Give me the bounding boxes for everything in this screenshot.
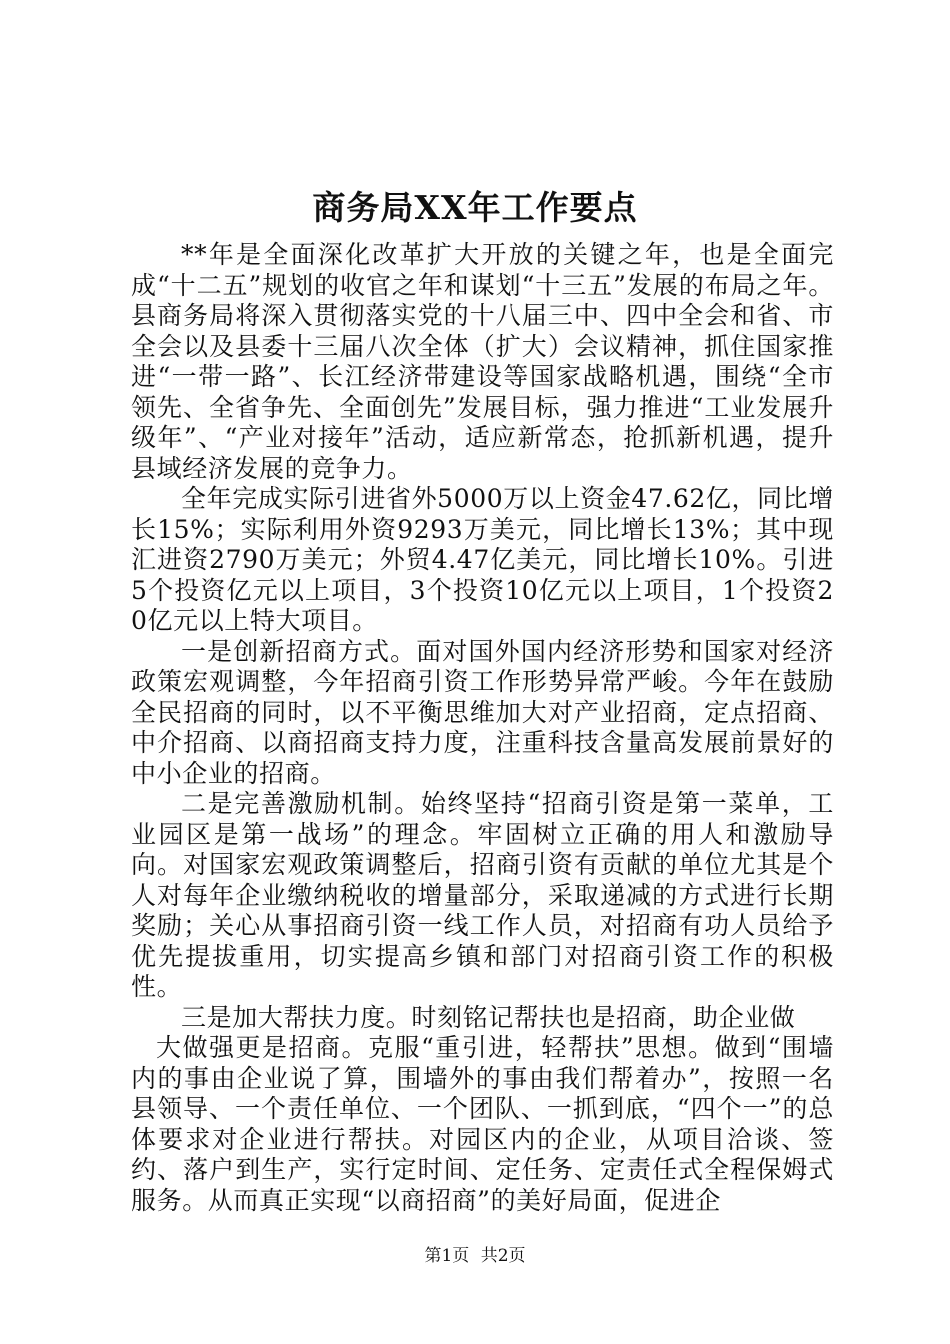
paragraph-point-three-continued: 大做强更是招商。克服“重引进，轻帮扶”思想。做到“围墙内的事由企业说了算，围墙外的事由我们帮着办”，按照一名县领导、一个责任单位、一个团队、一抓到底，“四个一”的总体要求对企业进行帮扶。对园区内的企业，从项目洽谈、签约、落户到生产，实行定时间、定任务、定责任式全程保姆式服务。从而真正实现“以商招商”的美好局面，促进企 bbox=[131, 1033, 834, 1215]
page-footer bbox=[0, 1244, 950, 1268]
document-body bbox=[131, 240, 834, 1216]
paragraph-point-one: 一是创新招商方式。面对国外国内经济形势和国家对经济政策宏观调整，今年招商引资工作形势异常严峻。今年在鼓励全民招商的同时，以不平衡思维加大对产业招商，定点招商、中介招商、以商招商支持力度，注重科技含量高发展前景好的中小企业的招商。 bbox=[131, 636, 834, 788]
page-number: 第1页 bbox=[424, 1246, 470, 1266]
paragraph-targets: 全年完成实际引进省外5000万以上资金47.62亿，同比增长15%；实际利用外资9293万美元，同比增长13%；其中现汇进资2790万美元；外贸4.47亿美元，同比增长10%。引进5个投资亿元以上项目，3个投资10亿元以上项目，1个投资20亿元以上特大项目。 bbox=[131, 484, 834, 635]
document-title: 商务局XX年工作要点 bbox=[312, 188, 638, 227]
paragraph-intro: **年是全面深化改革扩大开放的关键之年，也是全面完成“十二五”规划的收官之年和谋划“十三五”发展的布局之年。县商务局将深入贯彻落实党的十八届三中、四中全会和省、市全会以及县委十三届八次全体（扩大）会议精神，抓住国家推进“一带一路”、长江经济带建设等国家战略机遇，围绕“全市领先、全省争先、全面创先”发展目标，强力推进“工业发展升级年”、“产业对接年”活动，适应新常态，抢抓新机遇，提升县域经济发展的竞争力。 bbox=[131, 240, 834, 483]
page-total: 共2页 bbox=[480, 1246, 526, 1266]
paragraph-point-three: 三是加大帮扶力度。时刻铭记帮扶也是招商，助企业做 bbox=[181, 1002, 796, 1032]
paragraph-point-two: 二是完善激励机制。始终坚持“招商引资是第一菜单，工业园区是第一战场”的理念。牢固树立正确的用人和激励导向。对国家宏观政策调整后，招商引资有贡献的单位尤其是个人对每年企业缴纳税收的增量部分，采取递减的方式进行长期奖励；关心从事招商引资一线工作人员，对招商有功人员给予优先提拔重用，切实提高乡镇和部门对招商引资工作的积极性。 bbox=[131, 789, 834, 1001]
